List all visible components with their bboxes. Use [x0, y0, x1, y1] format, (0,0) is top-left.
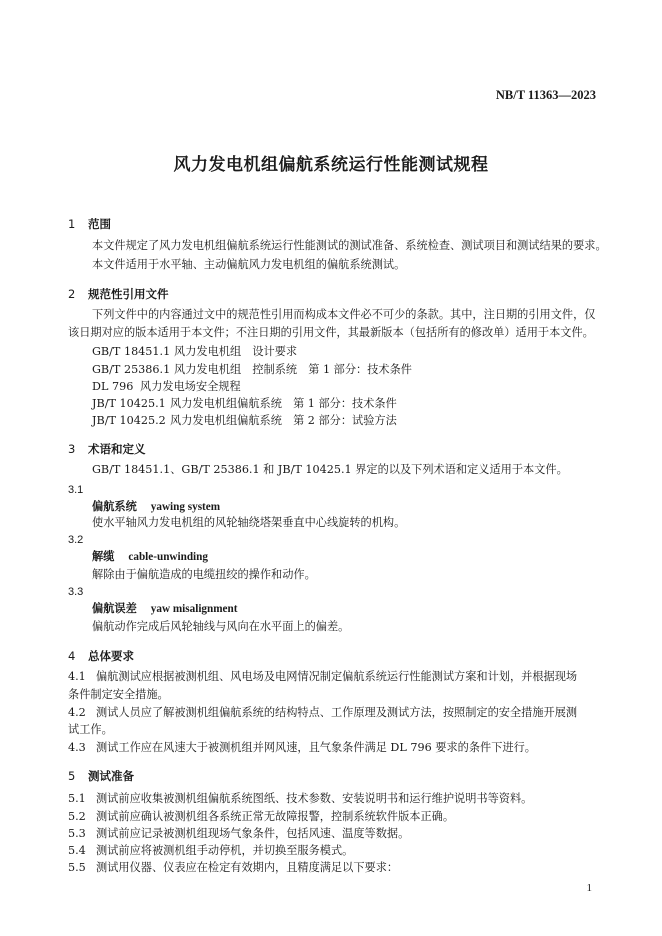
section-5-heading — [68, 768, 134, 784]
term-english: yaw misalignment — [150, 603, 238, 615]
document-title: 风力发电机组偏航系统运行性能测试规程 — [173, 155, 489, 175]
section-number: 4 — [68, 649, 76, 663]
section-title: 测试准备 — [88, 769, 134, 783]
term-chinese: 偏航系统 — [92, 500, 137, 513]
reference-code: GB/T 18451.1 — [92, 345, 171, 358]
clause-continuation: 试工作。 — [68, 723, 113, 736]
clause-number: 5.3 — [68, 827, 86, 840]
paragraph: GB/T 18451.1、GB/T 25386.1 和 JB/T 10425.1 界定的以及下列术语和定义适用于本文件。 — [92, 463, 568, 476]
clause-text: 测试前应将被测机组手动停机，并切换至服务模式。 — [96, 844, 354, 857]
reference-title: 风力发电机组 设计要求 — [174, 345, 298, 358]
term-english: cable-unwinding — [128, 551, 208, 563]
clause — [68, 810, 454, 824]
clause-number: 5.5 — [68, 861, 86, 874]
term-heading — [92, 602, 237, 616]
reference-title: 风力发电机组 控制系统 第 1 部分：技术条件 — [174, 363, 412, 376]
standard-code: NB/T 11363—2023 — [495, 88, 596, 102]
reference-code: JB/T 10425.1 — [92, 397, 166, 410]
paragraph: 本文件适用于水平轴、主动偏航风力发电机组的偏航系统测试。 — [92, 258, 406, 271]
reference-code: GB/T 25386.1 — [92, 363, 171, 376]
clause — [68, 706, 577, 720]
reference-item — [92, 380, 241, 394]
clause-text: 测试人员应了解被测机组偏航系统的结构特点、工作原理及测试方法，按照制定的安全措施开展测 — [96, 706, 578, 719]
clause — [68, 670, 577, 684]
term-english: yawing system — [150, 501, 221, 513]
term-heading — [92, 500, 220, 514]
clause-continuation: 条件制定安全措施。 — [68, 688, 169, 701]
section-3-heading — [68, 441, 146, 457]
reference-title: 风力发电机组偏航系统 第 2 部分：试验方法 — [170, 414, 397, 427]
reference-code: JB/T 10425.2 — [92, 414, 166, 427]
term-chinese: 偏航误差 — [92, 602, 137, 615]
term-number: 3.3 — [68, 586, 84, 598]
section-number: 5 — [68, 769, 76, 783]
term-definition: 使水平轴风力发电机组的风轮轴绕塔架垂直中心线旋转的机构。 — [92, 516, 406, 529]
term-definition: 偏航动作完成后风轮轴线与风向在水平面上的偏差。 — [92, 620, 350, 633]
clause — [68, 861, 398, 875]
term-definition: 解除由于偏航造成的电缆扭绞的操作和动作。 — [92, 568, 316, 581]
clause — [68, 792, 532, 806]
clause-number: 4.3 — [68, 741, 86, 754]
clause-number: 5.2 — [68, 810, 86, 823]
reference-code: DL 796 — [92, 380, 134, 393]
section-title: 总体要求 — [88, 649, 134, 663]
clause-number: 5.4 — [68, 844, 86, 857]
clause — [68, 844, 353, 858]
clause-text: 测试前应确认被测机组各系统正常无故障报警，控制系统软件版本正确。 — [96, 810, 455, 823]
section-number: 1 — [68, 217, 76, 231]
clause-text: 测试用仪器、仪表应在检定有效期内，且精度满足以下要求： — [96, 861, 399, 874]
clause-text: 测试工作应在风速大于被测机组并网风速，且气象条件满足 DL 796 要求的条件下进行。 — [96, 741, 536, 754]
reference-title: 风力发电场安全规程 — [140, 380, 241, 393]
reference-item — [92, 397, 397, 411]
section-1-heading — [68, 216, 111, 232]
term-number: 3.2 — [68, 534, 84, 546]
clause-number: 4.1 — [68, 670, 86, 683]
reference-title: 风力发电机组偏航系统 第 1 部分：技术条件 — [170, 397, 397, 410]
clause-number: 4.2 — [68, 706, 86, 719]
clause — [68, 827, 409, 841]
section-title: 术语和定义 — [88, 442, 146, 456]
paragraph: 该日期对应的版本适用于本文件；不注日期的引用文件，其最新版本（包括所有的修改单）适用于本文件。 — [68, 326, 594, 339]
reference-item — [92, 414, 397, 428]
term-number: 3.1 — [68, 484, 84, 496]
clause-text: 测试前应记录被测机组现场气象条件，包括风速、温度等数据。 — [96, 827, 410, 840]
section-2-heading — [68, 286, 169, 302]
section-title: 规范性引用文件 — [88, 287, 169, 301]
clause — [68, 741, 536, 755]
term-chinese: 解缆 — [92, 550, 115, 563]
section-number: 3 — [68, 442, 76, 456]
section-4-heading — [68, 648, 134, 664]
reference-item — [92, 363, 412, 377]
section-number: 2 — [68, 287, 76, 301]
term-heading — [92, 550, 208, 564]
reference-item — [92, 345, 297, 359]
clause-text: 测试前应收集被测机组偏航系统图纸、技术参数、安装说明书和运行维护说明书等资料。 — [96, 792, 533, 805]
section-title: 范围 — [88, 217, 111, 231]
clause-number: 5.1 — [68, 792, 86, 805]
paragraph: 下列文件中的内容通过文中的规范性引用而构成本文件必不可少的条款。其中，注日期的引用文件，仅 — [92, 308, 596, 321]
page-number: 1 — [586, 882, 592, 894]
clause-text: 偏航测试应根据被测机组、风电场及电网情况制定偏航系统运行性能测试方案和计划，并根据现场 — [96, 670, 578, 683]
paragraph: 本文件规定了风力发电机组偏航系统运行性能测试的测试准备、系统检查、测试项目和测试结果的要求。 — [92, 239, 607, 252]
